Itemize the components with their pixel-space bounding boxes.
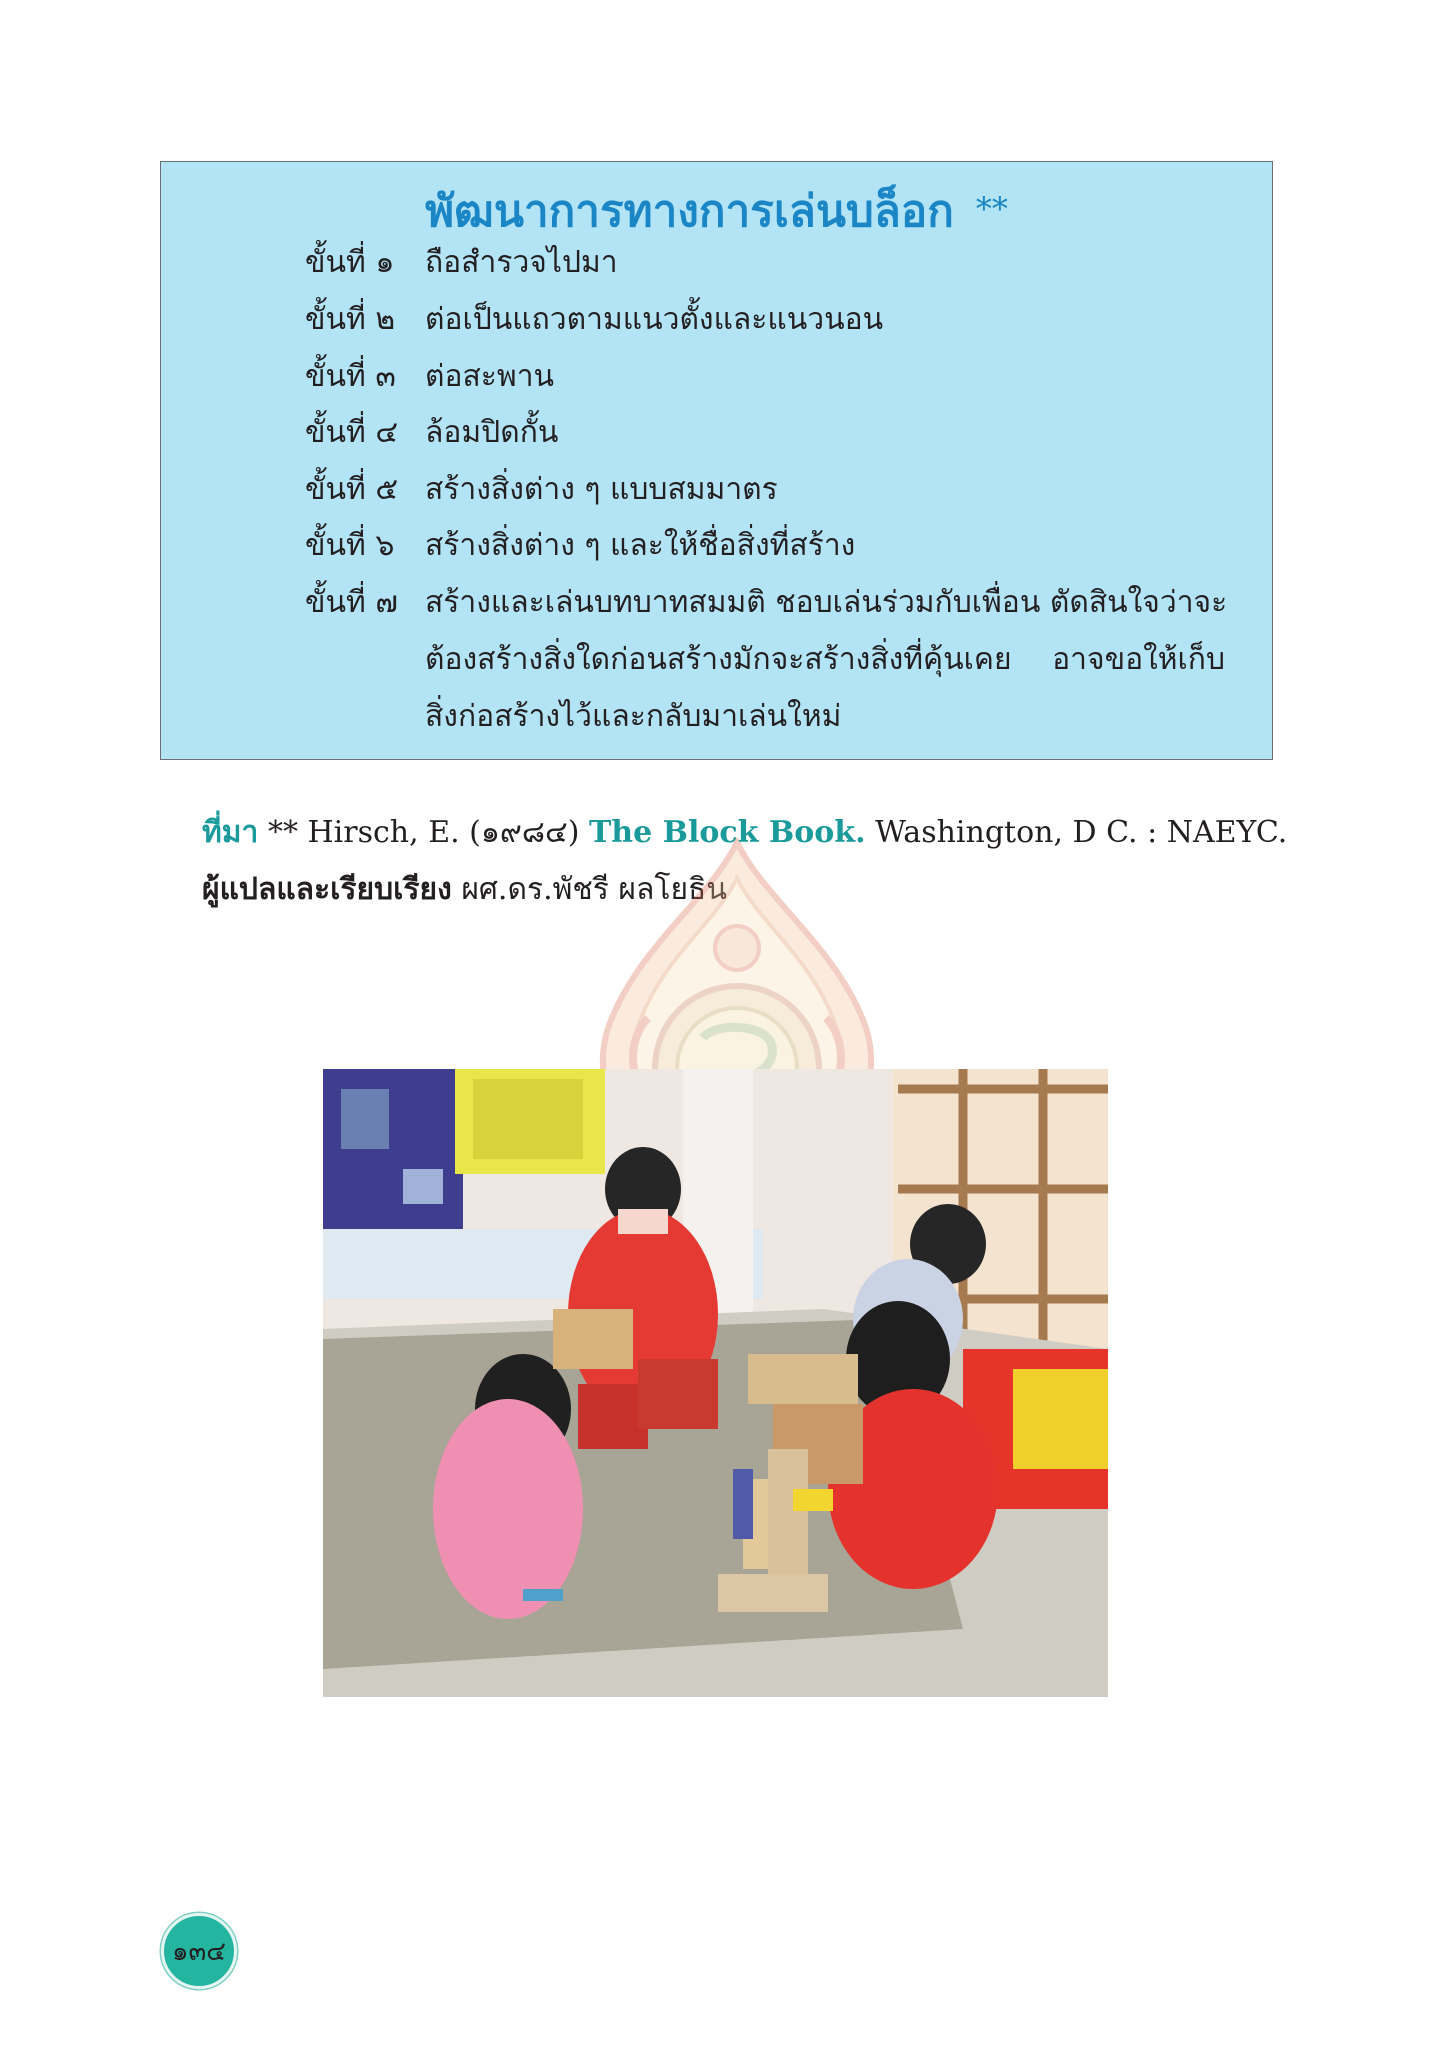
block-play-stages-box — [160, 161, 1273, 760]
box-title-mark: ** — [975, 190, 1008, 228]
stage-text: สร้างและเล่นบทบาทสมมติ ชอบเล่นร่วมกับเพื่อน ตัดสินใจว่าจะ — [425, 585, 1228, 620]
source-author: Hirsch, E. (๑๙๘๔) — [307, 815, 580, 850]
box-title-text: พัฒนาการทางการเล่นบล็อก — [425, 186, 954, 237]
credit-label: ผู้แปลและเรียบเรียง — [202, 872, 452, 907]
source-book-title: The Block Book. — [588, 815, 866, 850]
page-number-badge: ๑๓๔ — [161, 1913, 237, 1989]
source-mark: ** — [267, 815, 298, 850]
stage-label: ขั้นที่ ๑ — [305, 245, 395, 280]
stage-text: สร้างสิ่งต่าง ๆ และให้ชื่อสิ่งที่สร้าง — [425, 528, 856, 563]
stage-label: ขั้นที่ ๔ — [305, 415, 399, 450]
stage-label: ขั้นที่ ๓ — [305, 359, 396, 394]
stage-text: ต่อเป็นแถวตามแนวตั้งและแนวนอน — [425, 302, 884, 337]
stage-label: ขั้นที่ ๕ — [305, 472, 399, 507]
credit-name: ผศ.ดร.พัชรี ผลโยธิน — [461, 872, 727, 907]
stage-text: ถือสำรวจไปมา — [425, 245, 618, 280]
stage-label: ขั้นที่ ๖ — [305, 528, 395, 563]
stage-text: ล้อมปิดกั้น — [425, 415, 559, 450]
stage-text: ต้องสร้างสิ่งใดก่อนสร้างมักจะสร้างสิ่งที่คุ้นเคย อาจขอให้เก็บ — [425, 642, 1225, 677]
stage-text: ต่อสะพาน — [425, 359, 555, 394]
stage-text: สร้างสิ่งต่าง ๆ แบบสมมาตร — [425, 472, 778, 507]
stage-label: ขั้นที่ ๗ — [305, 585, 398, 620]
source-publisher: Washington, D C. : NAEYC. — [875, 815, 1288, 850]
stage-label: ขั้นที่ ๒ — [305, 302, 396, 337]
children-playing-blocks-photo — [323, 1069, 1108, 1697]
source-label: ที่มา — [202, 815, 259, 850]
box-title — [161, 176, 1272, 246]
stage-text: สิ่งก่อสร้างไว้และกลับมาเล่นใหม่ — [425, 699, 842, 734]
